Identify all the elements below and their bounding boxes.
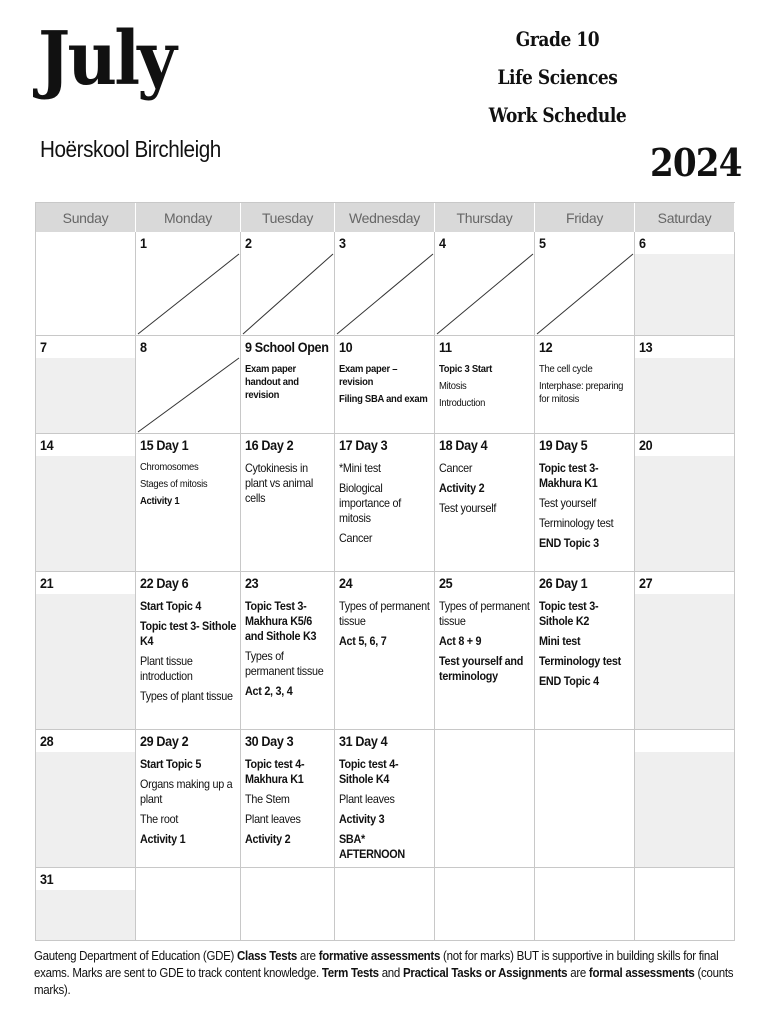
day-number: 29 Day 2: [140, 733, 189, 749]
schedule-entry: Activity 3: [339, 812, 385, 826]
weekday-header-monday: Monday: [136, 203, 241, 232]
day-number: 4: [439, 235, 446, 251]
schedule-entry: Filing SBA and exam: [339, 393, 428, 405]
calendar-day-cell: [36, 730, 136, 868]
day-number: 19 Day 5: [539, 437, 588, 453]
day-number: 30 Day 3: [245, 733, 294, 749]
schedule-entry: Activity 1: [140, 495, 180, 507]
footer-text: are: [567, 966, 589, 980]
calendar-day-cell: [635, 336, 735, 434]
day-entries: [245, 599, 332, 704]
schedule-heading: [470, 20, 645, 134]
weekday-header-tuesday: Tuesday: [241, 203, 335, 232]
footer-emphasis: Practical Tasks or Assignments: [402, 966, 568, 980]
day-number: 31: [40, 871, 54, 887]
footer-emphasis: Term Tests: [321, 966, 379, 980]
calendar-day-cell: [136, 336, 241, 434]
schedule-entry: Types of plant tissue: [140, 689, 233, 703]
no-class-slash: [136, 232, 240, 335]
weekday-header-wednesday: Wednesday: [335, 203, 435, 232]
schedule-entry: The Stem: [245, 792, 290, 806]
schedule-entry: Topic 3 Start: [439, 363, 493, 375]
day-number: 22 Day 6: [140, 575, 189, 591]
day-number: 2: [245, 235, 252, 251]
schedule-entry: Act 8 + 9: [439, 634, 482, 648]
calendar-day-cell: [635, 730, 735, 868]
day-entries: [439, 599, 532, 689]
calendar-day-cell: [136, 572, 241, 730]
schedule-entry: The root: [140, 812, 179, 826]
calendar-day-cell: [136, 232, 241, 336]
footer-text: (not for marks) BUT is supportive in building skills for final exams. Marks are sent to GDE to track content knowledge.: [34, 949, 719, 980]
schedule-entry: Activity 2: [439, 481, 485, 495]
calendar-day-cell: [335, 572, 435, 730]
calendar-day-cell: [535, 434, 635, 572]
day-number: 28: [40, 733, 54, 749]
day-entries: [140, 599, 238, 709]
weekend-shading: [36, 456, 135, 571]
schedule-entry: Test yourself: [439, 501, 497, 515]
day-entries: [140, 461, 238, 512]
grade-label: Grade 10: [515, 27, 600, 51]
schedule-entry: Cancer: [339, 531, 373, 545]
schedule-entry: Act 5, 6, 7: [339, 634, 387, 648]
schedule-entry: *Mini test: [339, 461, 381, 475]
schedule-entry: Mitosis: [439, 380, 467, 392]
schedule-entry: Start Topic 4: [140, 599, 202, 613]
school-name: Hoërskool Birchleigh: [40, 136, 221, 162]
calendar-day-cell: [535, 868, 635, 941]
schedule-entry: Exam paper handout and revision: [245, 363, 299, 401]
calendar-day-cell: [36, 336, 136, 434]
calendar-day-cell: [435, 232, 535, 336]
calendar-day-cell: [535, 336, 635, 434]
day-number: 5: [539, 235, 546, 251]
schedule-entry: Terminology test: [539, 516, 614, 530]
schedule-entry: Types of permanent tissue: [439, 599, 530, 628]
weekday-header-thursday: Thursday: [435, 203, 535, 232]
day-number: 9 School Open: [245, 339, 329, 355]
schedule-entry: Topic test 4- Makhura K1: [245, 757, 305, 786]
day-number: 25: [439, 575, 453, 591]
calendar-day-cell: [36, 434, 136, 572]
day-number: 23: [245, 575, 259, 591]
no-class-slash: [335, 232, 434, 335]
schedule-entry: Test yourself: [539, 496, 597, 510]
weekend-shading: [635, 594, 734, 729]
weekend-shading: [635, 752, 734, 867]
day-number: 11: [439, 339, 452, 355]
calendar-day-cell: [335, 868, 435, 941]
footer-text: and: [378, 966, 403, 980]
calendar-day-cell: [241, 572, 335, 730]
day-entries: [245, 363, 332, 406]
day-number: 8: [140, 339, 147, 355]
day-entries: [245, 461, 332, 511]
day-entries: [339, 363, 432, 410]
day-entries: [140, 757, 238, 852]
weekend-shading: [635, 254, 734, 335]
day-entries: [339, 599, 432, 654]
month-title: July: [38, 16, 175, 102]
calendar-day-cell: [435, 434, 535, 572]
schedule-entry: Activity 2: [245, 832, 291, 846]
schedule-entry: Plant leaves: [245, 812, 301, 826]
schedule-entry: END Topic 3: [539, 536, 599, 550]
day-number: 7: [40, 339, 47, 355]
schedule-entry: Topic test 3- Sithole K2: [539, 599, 599, 628]
schedule-entry: Biological importance of mitosis: [339, 481, 401, 525]
calendar-day-cell: [335, 232, 435, 336]
subject-label: Life Sciences: [497, 65, 618, 89]
calendar-day-cell: [335, 336, 435, 434]
schedule-entry: Introduction: [439, 397, 486, 409]
day-entries: [245, 757, 332, 852]
day-number: 17 Day 3: [339, 437, 388, 453]
schedule-entry: Topic Test 3- Makhura K5/6 and Sithole K3: [245, 599, 317, 643]
calendar-day-cell: [635, 868, 735, 941]
day-number: 26 Day 1: [539, 575, 588, 591]
schedule-entry: SBA* AFTERNOON: [339, 832, 405, 861]
weekend-shading: [36, 890, 135, 940]
weekend-shading: [36, 752, 135, 867]
schedule-label: Work Schedule: [488, 103, 627, 127]
footer-note: [34, 948, 734, 999]
footer-emphasis: formal assessments: [588, 966, 695, 980]
schedule-entry: Terminology test: [539, 654, 621, 668]
calendar-day-cell: [435, 868, 535, 941]
schedule-entry: Cancer: [439, 461, 473, 475]
footer-text: (counts marks).: [34, 966, 734, 997]
calendar-day-cell: [335, 730, 435, 868]
day-entries: [539, 363, 632, 410]
year-label: 2024: [650, 140, 742, 185]
day-number: 10: [339, 339, 353, 355]
calendar-day-cell: [535, 232, 635, 336]
schedule-entry: Chromosomes: [140, 461, 199, 473]
schedule-entry: Types of permanent tissue: [339, 599, 430, 628]
calendar-day-cell: [36, 868, 136, 941]
no-class-slash: [535, 232, 634, 335]
schedule-entry: Act 2, 3, 4: [245, 684, 293, 698]
calendar-day-cell: [635, 572, 735, 730]
calendar-day-cell: [435, 730, 535, 868]
day-entries: [339, 461, 432, 551]
day-entries: [439, 461, 532, 521]
weekday-header-friday: Friday: [535, 203, 635, 232]
day-entries: [339, 757, 432, 867]
day-number: 31 Day 4: [339, 733, 388, 749]
calendar-day-cell: [241, 868, 335, 941]
calendar-day-cell: [335, 434, 435, 572]
schedule-entry: END Topic 4: [539, 674, 599, 688]
footer-emphasis: Class Tests: [237, 949, 298, 963]
no-class-slash: [136, 336, 240, 433]
schedule-entry: Organs making up a plant: [140, 777, 233, 806]
schedule-entry: Topic test 3- Makhura K1: [539, 461, 599, 490]
day-number: 6: [639, 235, 646, 251]
footer-text: are: [297, 949, 319, 963]
calendar-day-cell: [36, 572, 136, 730]
calendar-day-cell: [435, 336, 535, 434]
weekend-shading: [635, 358, 734, 433]
weekend-shading: [36, 358, 135, 433]
day-number: 1: [140, 235, 147, 251]
weekday-header-sunday: Sunday: [36, 203, 136, 232]
calendar-day-cell: [241, 232, 335, 336]
schedule-entry: Stages of mitosis: [140, 478, 208, 490]
day-entries: [439, 363, 532, 414]
day-number: 3: [339, 235, 346, 251]
calendar-day-cell: [635, 434, 735, 572]
calendar-day-cell: [241, 336, 335, 434]
schedule-entry: Start Topic 5: [140, 757, 202, 771]
schedule-entry: Topic test 4- Sithole K4: [339, 757, 399, 786]
schedule-entry: Mini test: [539, 634, 581, 648]
calendar-day-cell: [241, 434, 335, 572]
calendar-day-cell: [136, 868, 241, 941]
calendar-day-cell: [535, 730, 635, 868]
schedule-entry: Topic test 3- Sithole K4: [140, 619, 237, 648]
calendar-day-cell: [136, 434, 241, 572]
day-number: 24: [339, 575, 353, 591]
day-number: 13: [639, 339, 653, 355]
footer-emphasis: formative assessments: [318, 949, 441, 963]
day-number: 21: [40, 575, 54, 591]
footer-text: Gauteng Department of Education (GDE): [34, 949, 238, 963]
calendar-day-cell: [136, 730, 241, 868]
day-number: 18 Day 4: [439, 437, 488, 453]
schedule-entry: Activity 1: [140, 832, 186, 846]
weekend-shading: [36, 594, 135, 729]
schedule-entry: Plant leaves: [339, 792, 395, 806]
calendar-day-cell: [635, 232, 735, 336]
day-number: 15 Day 1: [140, 437, 189, 453]
day-number: 20: [639, 437, 653, 453]
weekend-shading: [635, 456, 734, 571]
schedule-entry: Exam paper – revision: [339, 363, 398, 388]
no-class-slash: [435, 232, 534, 335]
calendar-day-cell: [241, 730, 335, 868]
schedule-entry: Cytokinesis in plant vs animal cells: [245, 461, 313, 505]
day-number: 12: [539, 339, 553, 355]
schedule-entry: Test yourself and terminology: [439, 654, 524, 683]
calendar-grid: [35, 202, 735, 941]
schedule-entry: Interphase: preparing for mitosis: [539, 380, 624, 405]
calendar-day-cell: [36, 232, 136, 336]
weekday-header-saturday: Saturday: [635, 203, 735, 232]
calendar-day-cell: [435, 572, 535, 730]
calendar-day-cell: [535, 572, 635, 730]
day-number: 14: [40, 437, 54, 453]
schedule-entry: Plant tissue introduction: [140, 654, 193, 683]
schedule-entry: The cell cycle: [539, 363, 593, 375]
schedule-entry: Types of permanent tissue: [245, 649, 324, 678]
day-entries: [539, 461, 632, 556]
day-number: 16 Day 2: [245, 437, 294, 453]
no-class-slash: [241, 232, 334, 335]
day-entries: [539, 599, 632, 694]
day-number: 27: [639, 575, 653, 591]
